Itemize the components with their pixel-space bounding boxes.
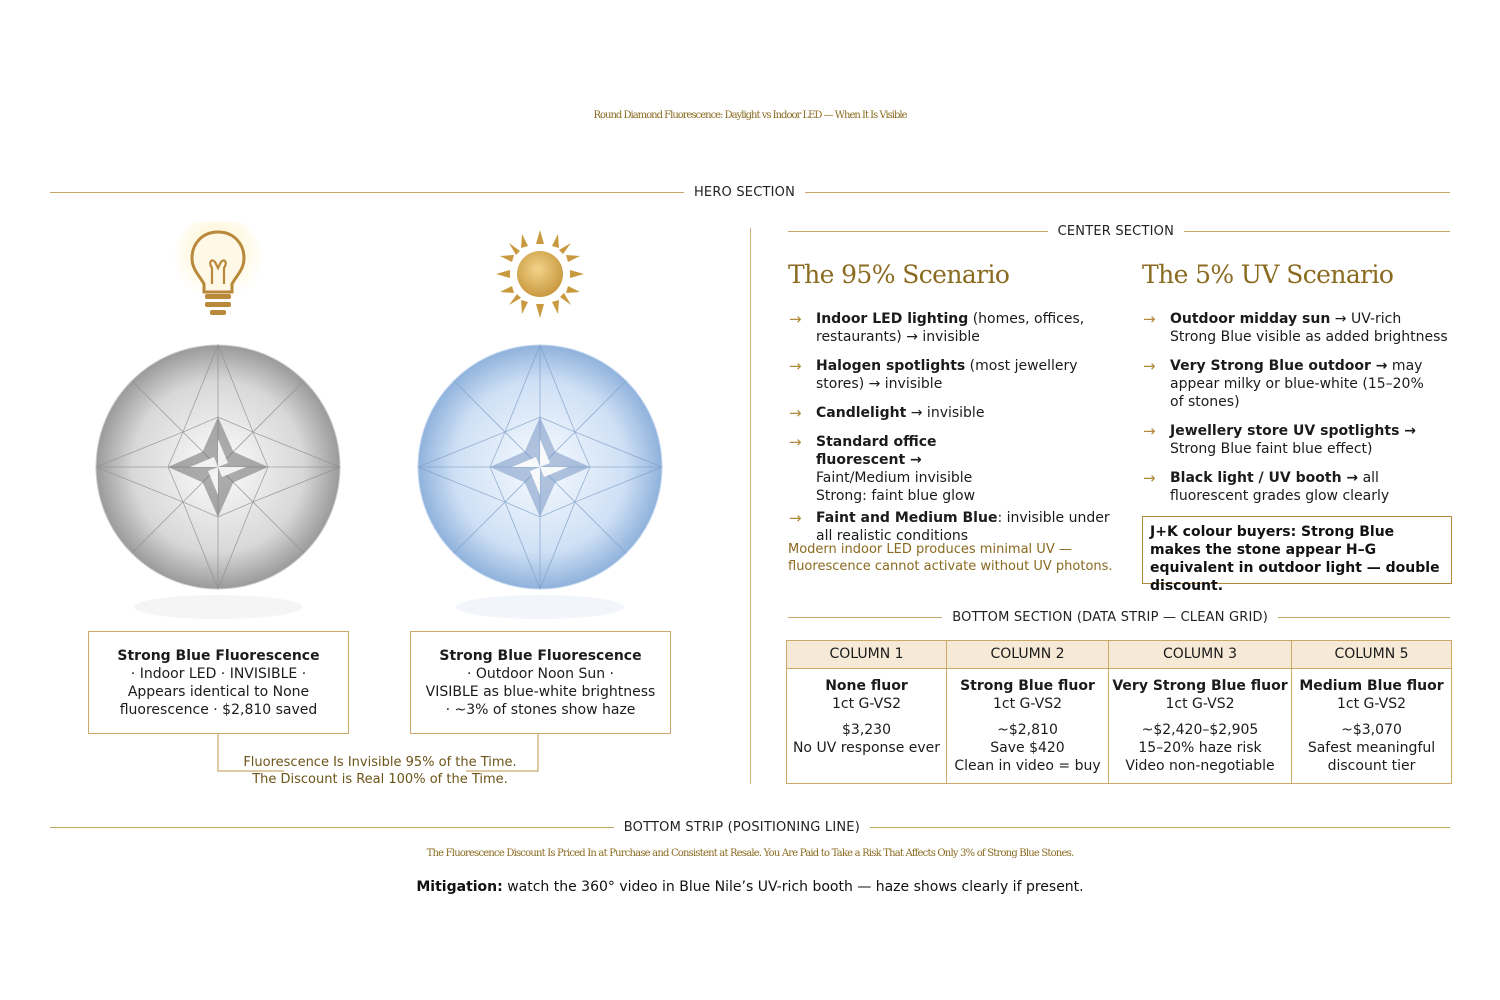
grid-price: ~$2,420–$2,905 bbox=[1141, 722, 1259, 738]
grid-column-5 bbox=[1292, 641, 1451, 783]
caption-outdoor-line4: · ~3% of stones show haze bbox=[445, 701, 636, 718]
caption-indoor-line4: fluorescence · $2,810 saved bbox=[119, 701, 318, 718]
list-item: → Very Strong Blue outdoor → may appear milky or blue-white (15–20% of stones) bbox=[1143, 357, 1424, 410]
caption-box-outdoor bbox=[410, 631, 671, 734]
bottom-section-rule bbox=[788, 610, 1450, 625]
list-item: → Black light / UV booth → all fluorescent grades glow clearly bbox=[1143, 469, 1390, 504]
diamond-image-outdoor bbox=[416, 343, 664, 591]
grid-header: COLUMN 3 bbox=[1109, 641, 1291, 669]
grid-note: discount tier bbox=[1327, 758, 1416, 774]
scenario-95-note: Modern indoor LED produces minimal UV — fluorescence cannot activate without UV photons. bbox=[788, 542, 1113, 574]
vertical-divider bbox=[750, 228, 751, 784]
list-item: → Jewellery store UV spotlights → Strong Blue faint blue effect) bbox=[1143, 422, 1417, 457]
tagline-line2: The Discount is Real 100% of the Time. bbox=[252, 772, 508, 787]
center-section-label: CENTER SECTION bbox=[1057, 224, 1174, 239]
scenario-95-list bbox=[789, 310, 1119, 545]
grid-name: Strong Blue fluor bbox=[960, 678, 1095, 694]
arrow-right-icon: → bbox=[1143, 422, 1156, 440]
list-item: → Indoor LED lighting (homes, offices, restaurants) → invisible bbox=[789, 310, 1085, 345]
caption-outdoor-line2: · Outdoor Noon Sun · bbox=[467, 665, 614, 682]
arrow-right-icon: → bbox=[1143, 310, 1156, 328]
grid-header: COLUMN 5 bbox=[1292, 641, 1451, 669]
grid-note: Clean in video = buy bbox=[954, 758, 1101, 774]
scenario-5-heading: The 5% UV Scenario bbox=[1142, 260, 1394, 289]
hero-section-rule bbox=[50, 185, 1450, 200]
list-item: → Outdoor midday sun → UV-rich Strong Blue visible as added brightness bbox=[1143, 310, 1448, 345]
caption-outdoor-line3: VISIBLE as blue-white brightness bbox=[425, 683, 656, 700]
bottom-strip-rule bbox=[50, 820, 1450, 835]
list-item: → Faint and Medium Blue: invisible under all realistic conditions bbox=[789, 509, 1110, 544]
grid-spec: 1ct G-VS2 bbox=[832, 696, 901, 712]
grid-header: COLUMN 1 bbox=[787, 641, 946, 669]
arrow-right-icon: → bbox=[789, 509, 802, 527]
grid-column-1 bbox=[787, 641, 947, 783]
caption-box-indoor bbox=[88, 631, 349, 734]
grid-note: Video non-negotiable bbox=[1125, 758, 1275, 774]
scenario-5-list bbox=[1143, 310, 1449, 505]
caption-indoor-line2: · Indoor LED · INVISIBLE · bbox=[130, 665, 307, 682]
lightbulb-icon bbox=[172, 222, 264, 322]
grid-header: COLUMN 2 bbox=[947, 641, 1108, 669]
grid-note: 15–20% haze risk bbox=[1138, 740, 1262, 756]
grid-spec: 1ct G-VS2 bbox=[993, 696, 1062, 712]
grid-note: No UV response ever bbox=[792, 740, 941, 756]
page-title: Round Diamond Fluorescence: Daylight vs Indoor LED — When It Is Visible bbox=[593, 110, 907, 121]
jk-colour-callout: J+K colour buyers: Strong Blue makes the stone appear H–G equivalent in outdoor light — double discount. bbox=[1142, 516, 1452, 584]
data-grid bbox=[786, 640, 1452, 784]
grid-spec: 1ct G-VS2 bbox=[1337, 696, 1406, 712]
grid-name: Medium Blue fluor bbox=[1299, 678, 1444, 694]
grid-column-2 bbox=[947, 641, 1109, 783]
caption-indoor-title: Strong Blue Fluorescence bbox=[117, 647, 320, 664]
list-item: → Halogen spotlights (most jewellery stores) → invisible bbox=[789, 357, 1078, 392]
bottom-strip-label: BOTTOM STRIP (POSITIONING LINE) bbox=[623, 820, 860, 835]
caption-indoor-line3: Appears identical to None bbox=[127, 683, 310, 700]
arrow-right-icon: → bbox=[1143, 357, 1156, 375]
list-item: → Candlelight → invisible bbox=[789, 404, 985, 422]
grid-column-3 bbox=[1109, 641, 1292, 783]
positioning-line: The Fluorescence Discount Is Priced In at Purchase and Consistent at Resale. You Are Paid to Take a Risk That Affects Only 3% of Strong Blue Stones. bbox=[426, 848, 1074, 859]
arrow-right-icon: → bbox=[1143, 469, 1156, 487]
grid-name: Very Strong Blue fluor bbox=[1112, 678, 1288, 694]
grid-price: $3,230 bbox=[842, 722, 891, 738]
tagline bbox=[222, 754, 538, 788]
arrow-right-icon: → bbox=[789, 310, 802, 328]
sun-icon bbox=[494, 228, 586, 320]
tagline-line1: Fluorescence Is Invisible 95% of the Time. bbox=[243, 755, 517, 770]
arrow-right-icon: → bbox=[789, 357, 802, 375]
mitigation-line: Mitigation: watch the 360° video in Blue Nile’s UV-rich booth — haze shows clearly if present. bbox=[416, 879, 1084, 895]
bottom-section-label: BOTTOM SECTION (DATA STRIP — CLEAN GRID) bbox=[952, 610, 1268, 625]
grid-price: ~$3,070 bbox=[1341, 722, 1402, 738]
diamond-reflection-indoor bbox=[134, 595, 302, 619]
center-section-rule bbox=[788, 224, 1450, 239]
arrow-right-icon: → bbox=[789, 433, 802, 451]
grid-note: Save $420 bbox=[990, 740, 1065, 756]
diamond-image-indoor bbox=[94, 343, 342, 591]
grid-spec: 1ct G-VS2 bbox=[1165, 696, 1235, 712]
grid-price: ~$2,810 bbox=[997, 722, 1058, 738]
list-item: → Standard office fluorescent → Faint/Medium invisible Strong: faint blue glow bbox=[789, 433, 976, 504]
caption-outdoor-title: Strong Blue Fluorescence bbox=[439, 647, 642, 664]
grid-note: Safest meaningful bbox=[1307, 740, 1436, 756]
grid-name: None fluor bbox=[825, 678, 908, 694]
diamond-reflection-outdoor bbox=[456, 595, 624, 619]
arrow-right-icon: → bbox=[789, 404, 802, 422]
hero-section-label: HERO SECTION bbox=[693, 185, 795, 200]
scenario-95-heading: The 95% Scenario bbox=[788, 260, 1010, 289]
